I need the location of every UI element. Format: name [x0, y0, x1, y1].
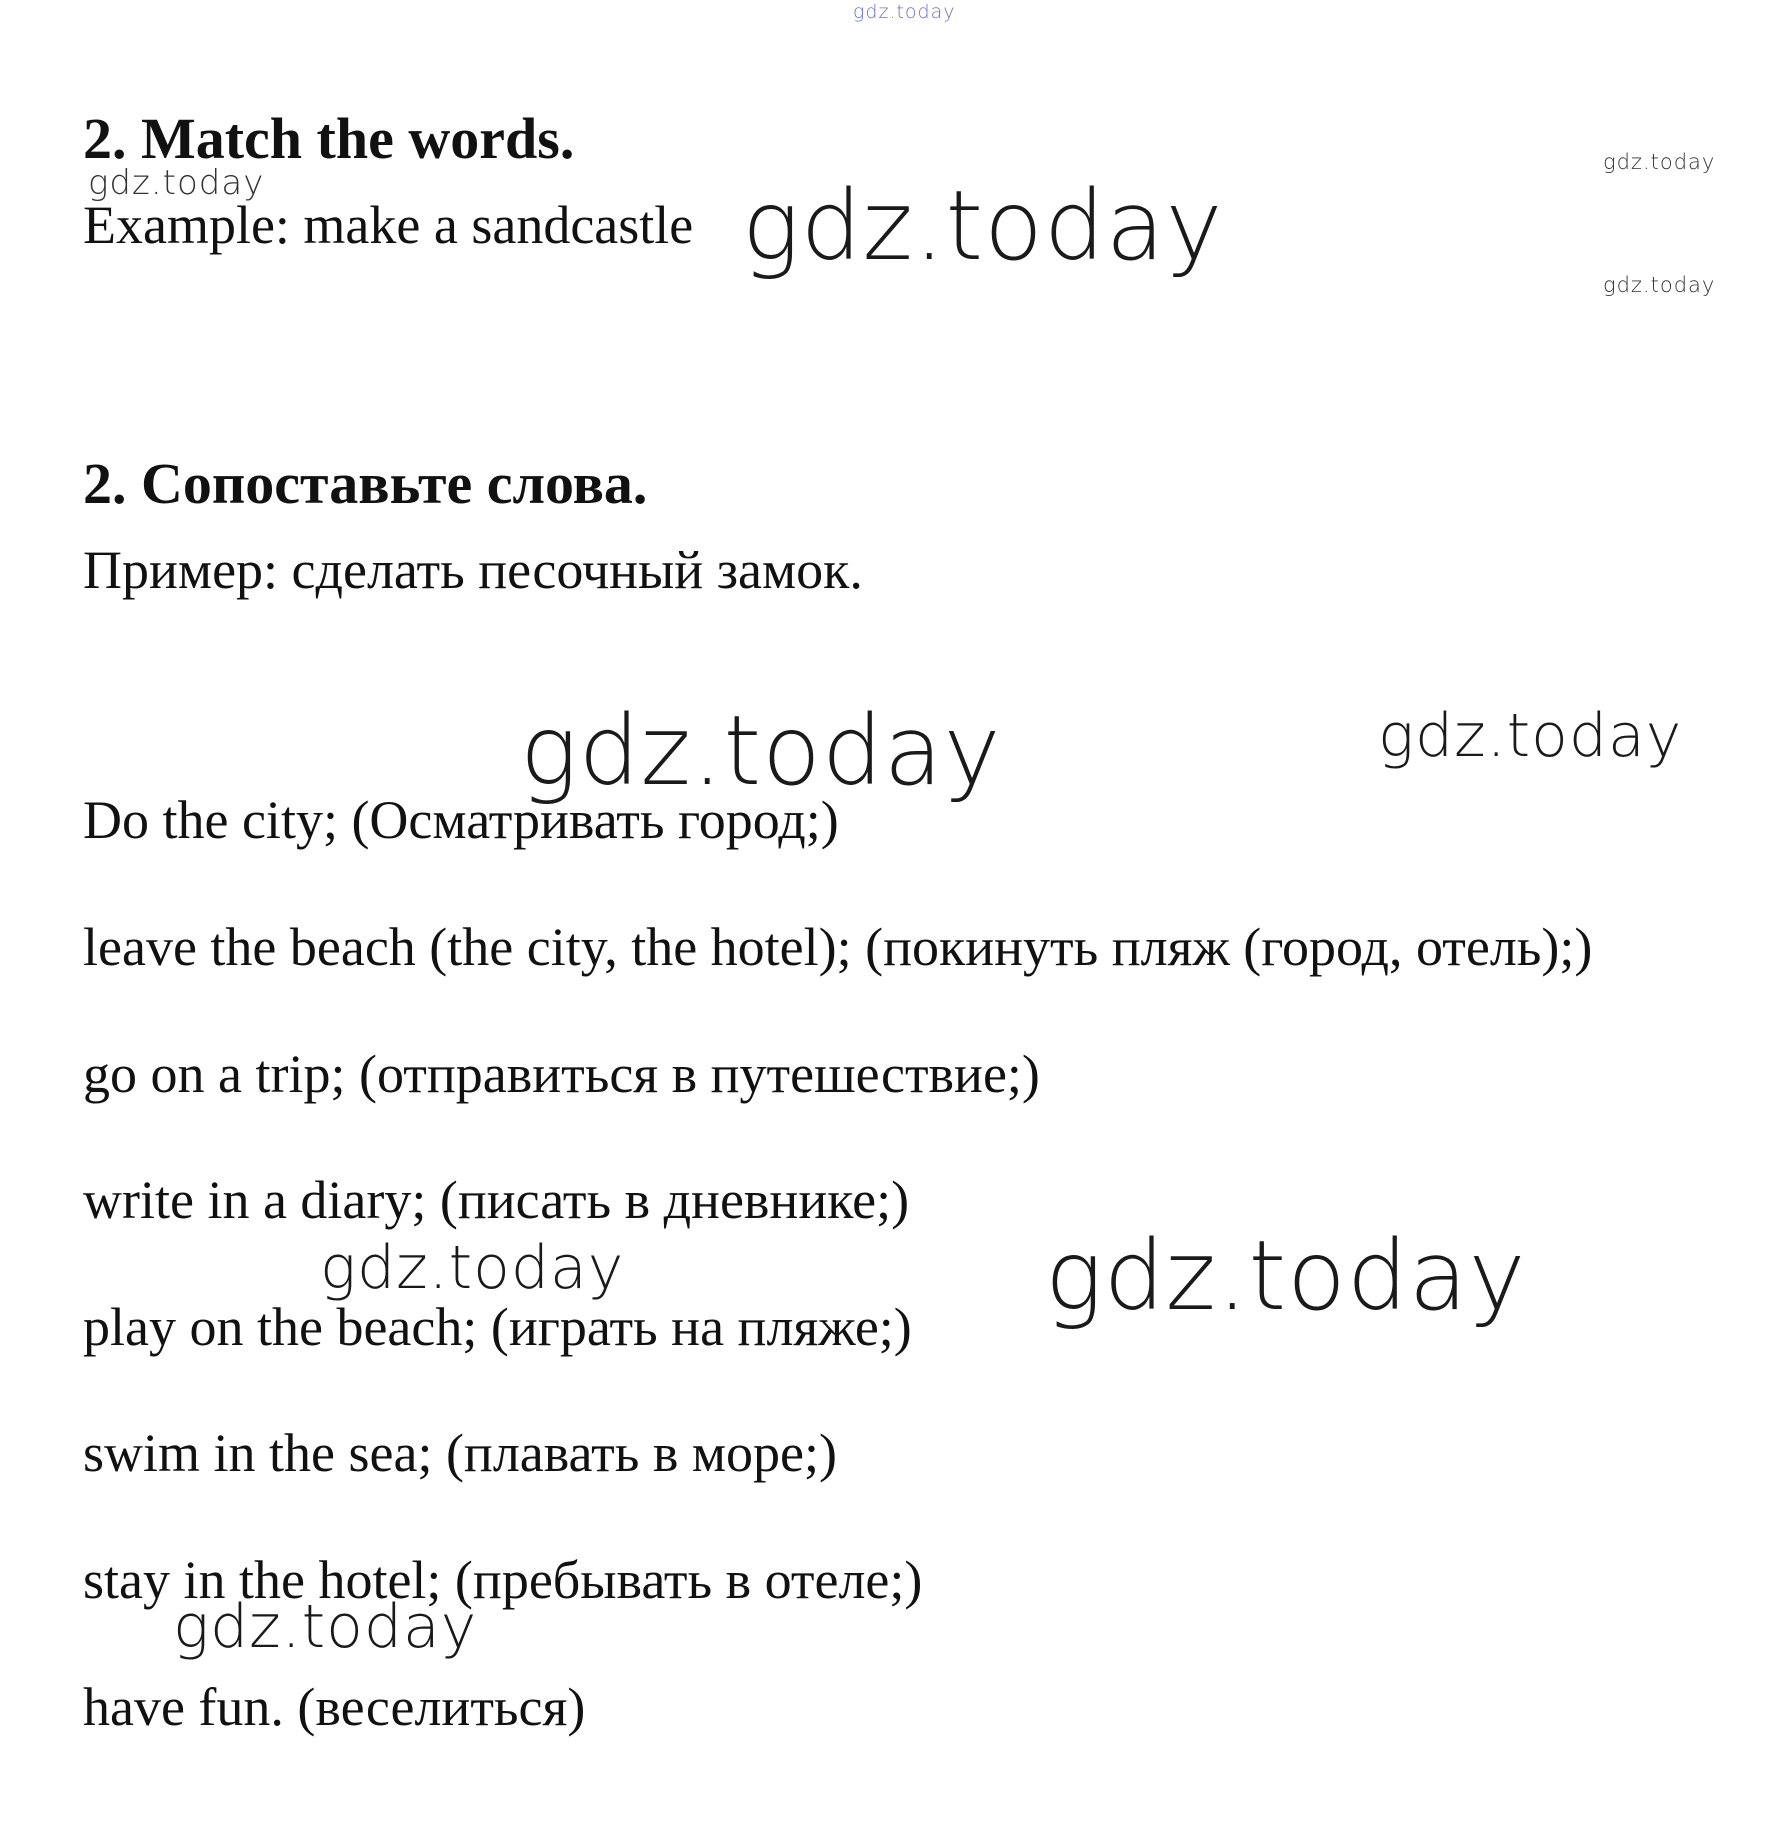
- watermark-small-left: gdz.today: [88, 163, 265, 203]
- watermark-medium-bottom: gdz.today: [173, 1592, 478, 1662]
- answer-line-7: stay in the hotel; (пребывать в отеле;): [83, 1550, 923, 1610]
- watermark-large-top: gdz.today: [742, 170, 1224, 282]
- exercise-heading-russian: 2. Сопоставьте слова.: [83, 451, 648, 516]
- watermark-medium-right: gdz.today: [1378, 701, 1683, 771]
- answer-line-3: go on a trip; (отправиться в путешествие;): [83, 1044, 1040, 1104]
- watermark-top: gdz.today: [853, 1, 956, 23]
- watermark-medium-left: gdz.today: [320, 1233, 625, 1303]
- answer-line-2: leave the beach (the city, the hotel); (покинуть пляж (город, отель);): [83, 917, 1593, 977]
- answer-line-5: play on the beach; (играть на пляже;): [83, 1297, 912, 1357]
- watermark-corner-1: gdz.today: [1603, 150, 1716, 174]
- example-english: Example: make a sandcastle: [83, 195, 694, 255]
- answer-line-6: swim in the sea; (плавать в море;): [83, 1423, 837, 1483]
- answer-line-4: write in a diary; (писать в дневнике;): [83, 1170, 910, 1230]
- answer-line-1: Do the city; (Осматривать город;): [83, 790, 839, 850]
- watermark-large-lower: gdz.today: [1045, 1220, 1527, 1332]
- answer-line-8: have fun. (веселиться): [83, 1677, 586, 1737]
- example-russian: Пример: сделать песочный замок.: [83, 540, 863, 600]
- watermark-large-middle: gdz.today: [520, 695, 1002, 807]
- exercise-heading-english: 2. Match the words.: [83, 106, 575, 171]
- watermark-corner-2: gdz.today: [1603, 273, 1716, 297]
